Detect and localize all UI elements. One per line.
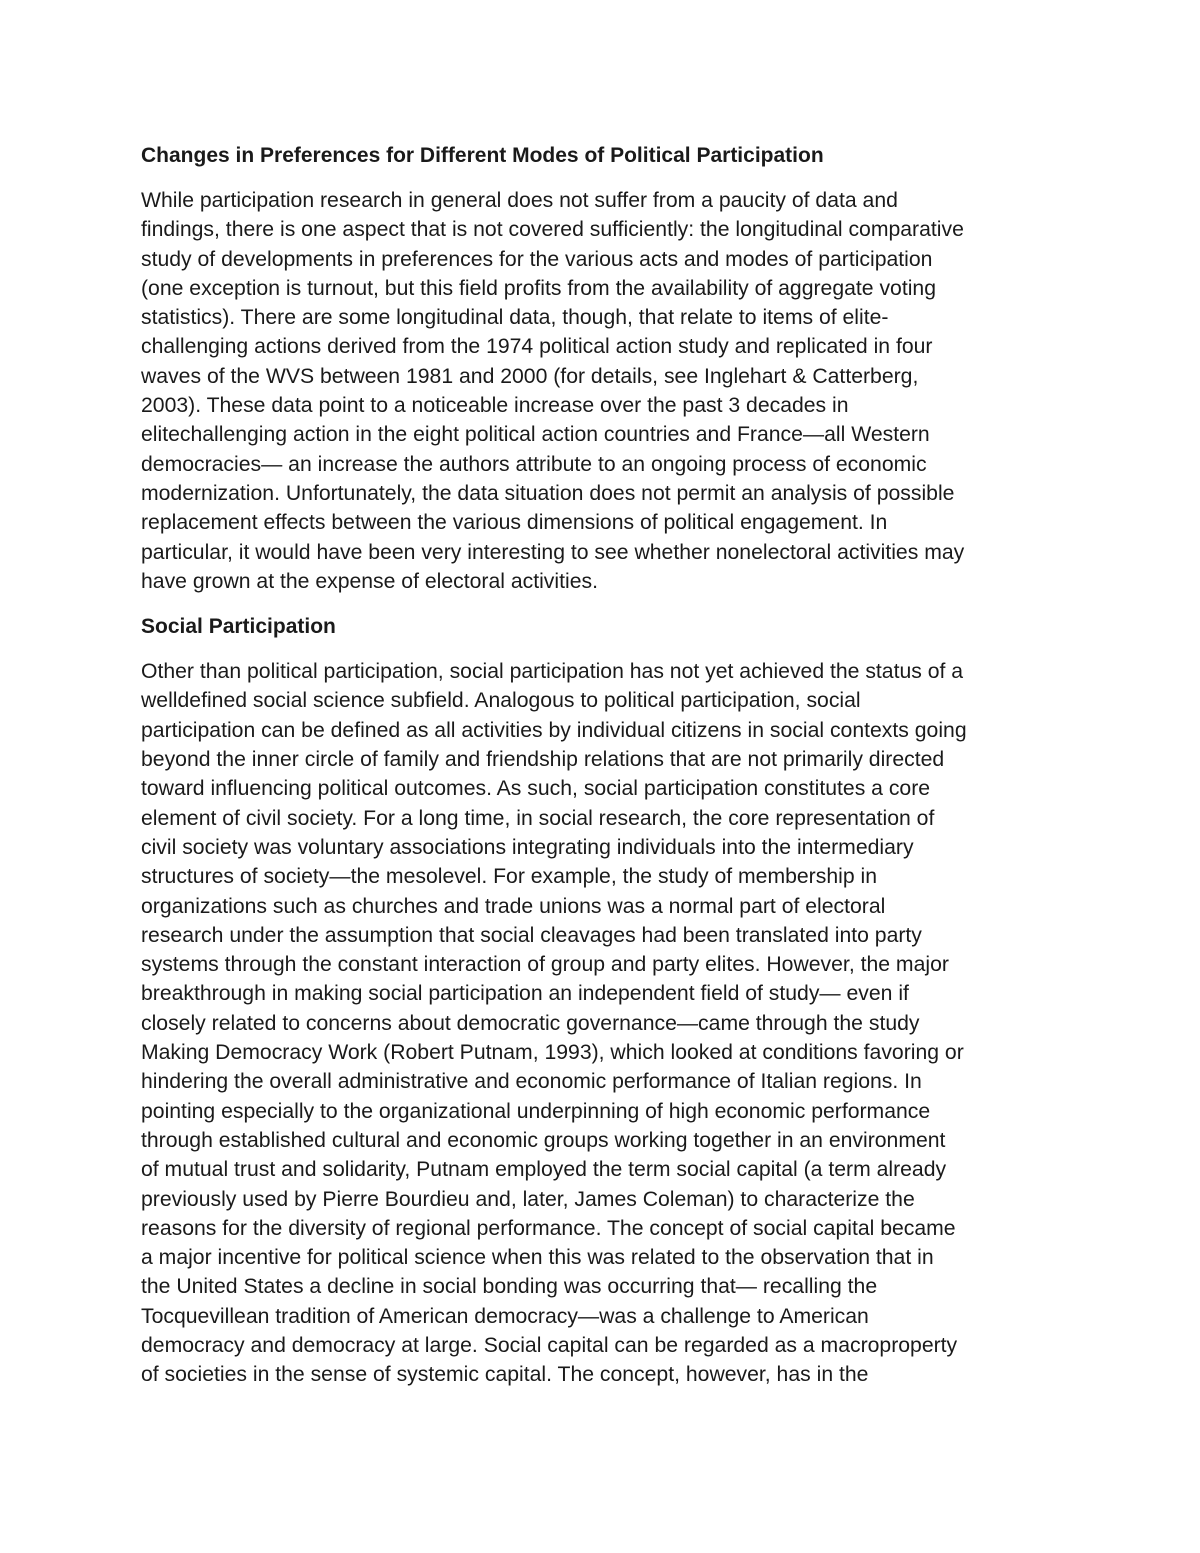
text-line: have grown at the expense of electoral activities. <box>141 569 598 593</box>
text-line: reasons for the diversity of regional performance. The concept of social capital became <box>141 1216 956 1240</box>
text-line: democracies— an increase the authors attribute to an ongoing process of economic <box>141 452 927 476</box>
text-line: elitechallenging action in the eight political action countries and France—all Western <box>141 423 930 447</box>
text-line: 2003). These data point to a noticeable increase over the past 3 decades in <box>141 394 849 418</box>
text-line: breakthrough in making social participation an independent field of study— even if <box>141 982 909 1006</box>
text-line: hindering the overall administrative and economic performance of Italian regions. In <box>141 1070 922 1094</box>
text-line: waves of the WVS between 1981 and 2000 (for details, see Inglehart & Catterberg, <box>141 364 919 388</box>
text-line: element of civil society. For a long time, in social research, the core representation of <box>141 806 935 830</box>
text-line: findings, there is one aspect that is not covered sufficiently: the longitudinal comparative <box>141 218 964 242</box>
text-line: of mutual trust and solidarity, Putnam employed the term social capital (a term already <box>141 1158 947 1182</box>
paragraph-political-participation <box>141 186 1061 596</box>
text-line: previously used by Pierre Bourdieu and, later, James Coleman) to characterize the <box>141 1187 915 1211</box>
text-line: Making Democracy Work (Robert Putnam, 1993), which looked at conditions favoring or <box>141 1041 964 1065</box>
text-line: structures of society—the mesolevel. For example, the study of membership in <box>141 865 877 889</box>
text-line: through established cultural and economic groups working together in an environment <box>141 1128 946 1152</box>
text-line: the United States a decline in social bonding was occurring that— recalling the <box>141 1275 878 1299</box>
paragraph-social-participation <box>141 657 1061 1389</box>
text-line: challenging actions derived from the 1974 political action study and replicated in four <box>141 335 933 359</box>
text-line: research under the assumption that social cleavages had been translated into party <box>141 923 922 947</box>
text-line: of societies in the sense of systemic capital. The concept, however, has in the <box>141 1363 869 1387</box>
text-line: democracy and democracy at large. Social capital can be regarded as a macroproperty <box>141 1333 958 1357</box>
text-line: modernization. Unfortunately, the data situation does not permit an analysis of possible <box>141 481 955 505</box>
text-line: participation can be defined as all activities by individual citizens in social contexts going <box>141 718 967 742</box>
text-line: welldefined social science subfield. Analogous to political participation, social <box>141 689 861 713</box>
text-line: While participation research in general does not suffer from a paucity of data and <box>141 189 898 212</box>
text-line: civil society was voluntary associations integrating individuals into the intermediary <box>141 835 914 859</box>
text-line: pointing especially to the organizational underpinning of high economic performance <box>141 1099 931 1123</box>
text-line: Tocquevillean tradition of American democracy—was a challenge to American <box>141 1304 869 1328</box>
text-line: (one exception is turnout, but this field profits from the availability of aggregate voting <box>141 276 936 300</box>
text-line: systems through the constant interaction of group and party elites. However, the major <box>141 953 949 977</box>
page-content <box>141 141 1061 1390</box>
text-line: a major incentive for political science when this was related to the observation that in <box>141 1246 934 1270</box>
text-line: statistics). There are some longitudinal data, though, that relate to items of elite- <box>141 306 889 330</box>
text-line: beyond the inner circle of family and friendship relations that are not primarily directed <box>141 748 945 772</box>
section-heading-social-participation: Social Participation <box>141 615 336 639</box>
text-line: organizations such as churches and trade unions was a normal part of electoral <box>141 894 886 918</box>
text-line: Other than political participation, social participation has not yet achieved the status of a <box>141 660 964 684</box>
text-line: study of developments in preferences for the various acts and modes of participation <box>141 247 933 271</box>
text-line: closely related to concerns about democratic governance—came through the study <box>141 1011 920 1035</box>
text-line: particular, it would have been very interesting to see whether nonelectoral activities may <box>141 540 965 564</box>
section-heading-political-participation: Changes in Preferences for Different Modes of Political Participation <box>141 144 824 167</box>
text-line: replacement effects between the various dimensions of political engagement. In <box>141 511 888 535</box>
text-line: toward influencing political outcomes. As such, social participation constitutes a core <box>141 777 931 801</box>
